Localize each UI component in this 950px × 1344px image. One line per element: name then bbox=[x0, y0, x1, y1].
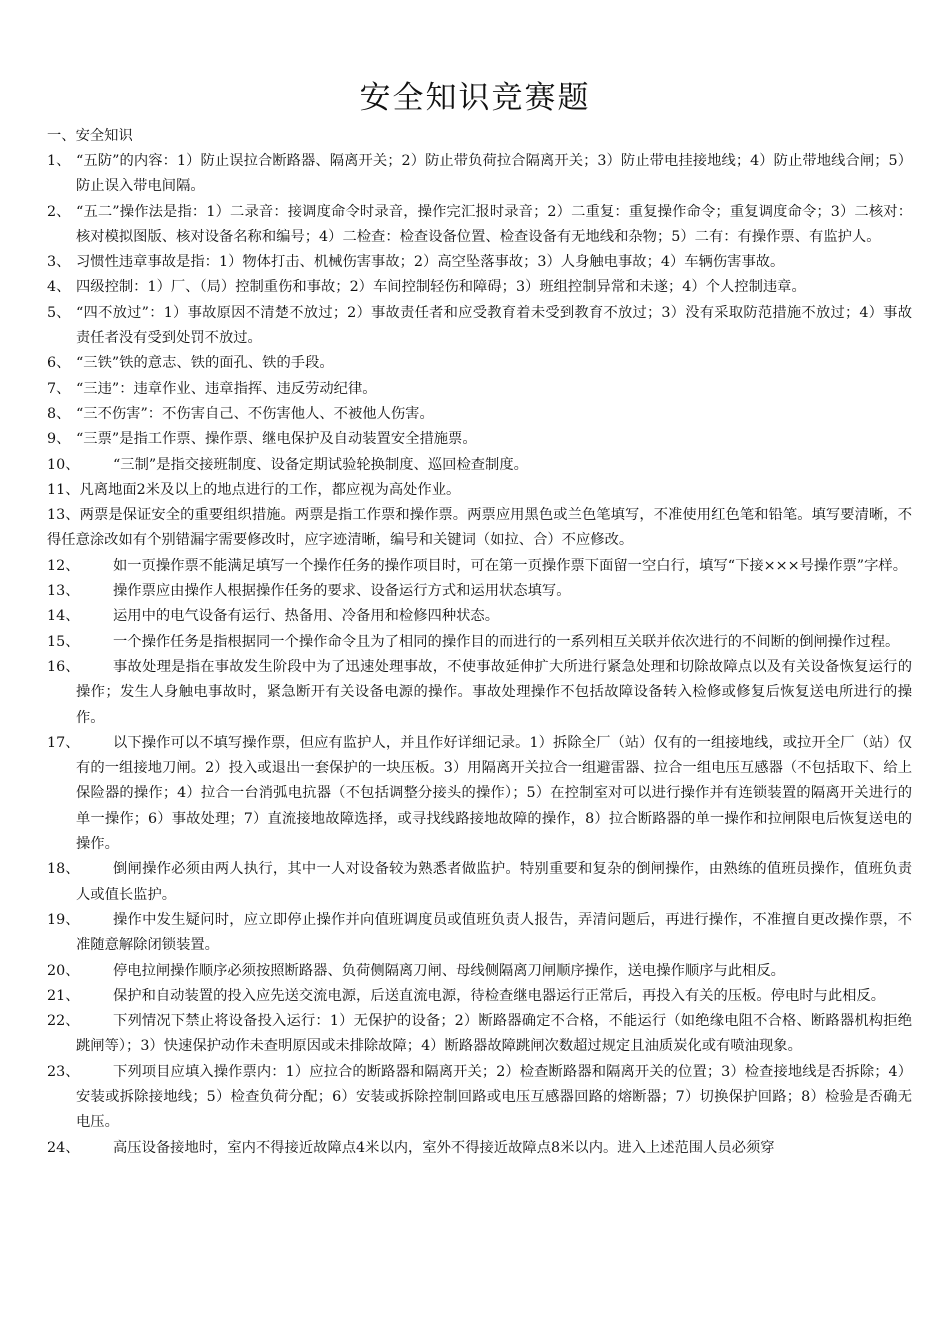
item-text: 操作票应由操作人根据操作任务的要求、设备运行方式和运用状态填写。 bbox=[113, 583, 571, 600]
item-text: 下列项目应填入操作票内：1）应拉合的断路器和隔离开关；2）检查断路器和隔离开关的位置；3）检查接地线是否拆除；4）安装或拆除接地线；5）检查负荷分配；6）安装或拆除控制回路或电压互感器回路的熔断器；7）切换保护回路；8）检验是否确无电压。 bbox=[76, 1063, 912, 1131]
list-item bbox=[47, 630, 912, 655]
item-text: “五防”的内容：1）防止误拉合断路器、隔离开关；2）防止带负荷拉合隔离开关；3）防止带电挂接地线；4）防止带地线合闸；5）防止误入带电间隔。 bbox=[76, 153, 912, 195]
list-item bbox=[47, 377, 912, 402]
list-item bbox=[47, 604, 912, 629]
item-number: 13、 bbox=[47, 507, 80, 524]
item-number: 10、 bbox=[47, 456, 80, 473]
list-item bbox=[47, 478, 912, 503]
list-item bbox=[47, 351, 912, 376]
list-item bbox=[47, 301, 912, 352]
item-number: 20、 bbox=[47, 962, 80, 979]
list-item bbox=[47, 984, 912, 1009]
list-item bbox=[47, 554, 912, 579]
item-number: 22、 bbox=[47, 1013, 80, 1030]
item-text: “三制”是指交接班制度、设备定期试验轮换制度、巡回检查制度。 bbox=[113, 456, 528, 473]
item-number: 5、 bbox=[47, 304, 71, 321]
item-text: “三铁”铁的意志、铁的面孔、铁的手段。 bbox=[76, 355, 334, 372]
list-item bbox=[47, 1060, 912, 1136]
item-text: “五二”操作法是指：1）二录音：接调度命令时录音，操作完汇报时录音；2）二重复：重复操作命令；重复调度命令；3）二核对：核对模拟图版、核对设备名称和编号；4）二检查：检查设备位置、检查设备有无地线和杂物；5）二有：有操作票、有监护人。 bbox=[76, 203, 912, 245]
list-item bbox=[47, 579, 912, 604]
list-item bbox=[47, 959, 912, 984]
item-text: 高压设备接地时，室内不得接近故障点4米以内，室外不得接近故障点8米以内。进入上述范围人员必须穿 bbox=[113, 1139, 775, 1156]
item-number: 6、 bbox=[47, 355, 71, 372]
list-item bbox=[47, 655, 912, 731]
list-item bbox=[47, 503, 912, 554]
item-text: 操作中发生疑问时，应立即停止操作并向值班调度员或值班负责人报告，弄清问题后，再进行操作，不准擅自更改操作票，不准随意解除闭锁装置。 bbox=[76, 911, 912, 954]
list-item bbox=[47, 275, 912, 300]
item-text: “四不放过”：1）事故原因不清楚不放过；2）事故责任者和应受教育着未受到教育不放过；3）没有采取防范措施不放过；4）事故责任者没有受到处罚不放过。 bbox=[76, 304, 912, 347]
item-text: 习惯性违章事故是指：1）物体打击、机械伤害事故；2）高空坠落事故；3）人身触电事故；4）车辆伤害事故。 bbox=[76, 254, 785, 271]
document-title: 安全知识竞赛题 bbox=[359, 80, 591, 116]
item-text: 运用中的电气设备有运行、热备用、冷备用和检修四种状态。 bbox=[113, 608, 500, 625]
item-number: 7、 bbox=[47, 380, 71, 397]
item-text: 两票是保证安全的重要组织措施。两票是指工作票和操作票。两票应用黑色或兰色笔填写，不准使用红色笔和铅笔。填写要清晰，不得任意涂改如有个别错漏字需要修改时，应字迹清晰，编号和关键词（如拉、合）不应修改。 bbox=[47, 507, 912, 549]
list-item bbox=[47, 731, 912, 857]
item-number: 15、 bbox=[47, 633, 80, 650]
item-number: 16、 bbox=[47, 658, 80, 675]
list-item bbox=[47, 200, 912, 251]
list-item bbox=[47, 453, 912, 478]
item-number: 23、 bbox=[47, 1063, 80, 1080]
list-item bbox=[47, 1009, 912, 1060]
item-number: 12、 bbox=[47, 557, 80, 574]
item-text: “三不伤害”：不伤害自己、不伤害他人、不被他人伤害。 bbox=[76, 405, 434, 422]
item-number: 3、 bbox=[47, 254, 71, 271]
item-number: 8、 bbox=[47, 405, 71, 422]
item-list bbox=[47, 149, 912, 1161]
item-text: 倒闸操作必须由两人执行，其中一人对设备较为熟悉者做监护。特别重要和复杂的倒闸操作，由熟练的值班员操作，值班负责人或值长监护。 bbox=[76, 861, 912, 903]
item-text: 停电拉闸操作顺序必须按照断路器、负荷侧隔离刀闸、母线侧隔离刀闸顺序操作，送电操作顺序与此相反。 bbox=[113, 962, 785, 979]
list-item bbox=[47, 149, 912, 200]
item-text: 凡离地面2米及以上的地点进行的工作，都应视为高处作业。 bbox=[79, 481, 461, 498]
item-text: 事故处理是指在事故发生阶段中为了迅速处理事故，不使事故延伸扩大所进行紧急处理和切除故障点以及有关设备恢复运行的操作；发生人身触电事故时，紧急断开有关设备电源的操作。事故处理操作不包括故障设备转入检修或修复后恢复送电所进行的操作。 bbox=[76, 658, 912, 726]
item-text: 保护和自动装置的投入应先送交流电源，后送直流电源，待检查继电器运行正常后，再投入有关的压板。停电时与此相反。 bbox=[113, 987, 886, 1004]
item-number: 14、 bbox=[47, 608, 80, 625]
list-item bbox=[47, 250, 912, 275]
item-number: 17、 bbox=[47, 734, 80, 751]
item-text: “三违”：违章作业、违章指挥、违反劳动纪律。 bbox=[76, 380, 377, 397]
list-item bbox=[47, 857, 912, 908]
item-number: 1、 bbox=[47, 153, 71, 169]
item-number: 18、 bbox=[47, 861, 80, 878]
item-number: 2、 bbox=[47, 203, 71, 220]
item-text: 下列情况下禁止将设备投入运行：1）无保护的设备；2）断路器确定不合格，不能运行（如绝缘电阻不合格、断路器机构拒绝跳闸等）；3）快速保护动作未查明原因或未排除故障；4）断路器故障跳闸次数超过规定且油质炭化或有喷油现象。 bbox=[76, 1013, 912, 1055]
section-heading: 一、安全知识 bbox=[47, 128, 133, 144]
item-number: 19、 bbox=[47, 911, 80, 928]
list-item bbox=[47, 427, 912, 452]
item-text: 四级控制：1）厂、（局）控制重伤和事故；2）车间控制轻伤和障碍；3）班组控制异常和未遂；4）个人控制违章。 bbox=[76, 279, 806, 296]
item-text: 一个操作任务是指根据同一个操作命令且为了相同的操作目的而进行的一系列相互关联并依次进行的不间断的倒闸操作过程。 bbox=[113, 633, 900, 650]
item-text: 如一页操作票不能满足填写一个操作任务的操作项目时，可在第一页操作票下面留一空白行，填写“下接×××号操作票”字样。 bbox=[113, 557, 907, 574]
item-number: 9、 bbox=[47, 431, 71, 448]
list-item bbox=[47, 1136, 912, 1161]
list-item bbox=[47, 908, 912, 959]
item-number: 21、 bbox=[47, 987, 80, 1004]
item-number: 24、 bbox=[47, 1139, 80, 1156]
item-text: 以下操作可以不填写操作票，但应有监护人，并且作好详细记录。1）拆除全厂（站）仅有的一组接地线，或拉开全厂（站）仅有的一组接地刀闸。2）投入或退出一套保护的一块压板。3）用隔离开关拉合一组避雷器、拉合一组电压互感器（不包括取下、给上保险器的操作；4）拉合一台消弧电抗器（不包括调整分接头的操作）；5）在控制室对可以进行操作并有连锁装置的隔离开关进行的单一操作；6）事故处理；7）直流接地故障选择，或寻找线路接地故障的操作，8）拉合断路器的单一操作和拉闸限电后恢复送电的操作。 bbox=[76, 734, 912, 853]
item-number: 13、 bbox=[47, 583, 80, 600]
list-item bbox=[47, 402, 912, 427]
item-number: 4、 bbox=[47, 279, 71, 296]
item-number: 11、 bbox=[47, 481, 80, 498]
item-text: “三票”是指工作票、操作票、继电保护及自动装置安全措施票。 bbox=[76, 431, 477, 448]
